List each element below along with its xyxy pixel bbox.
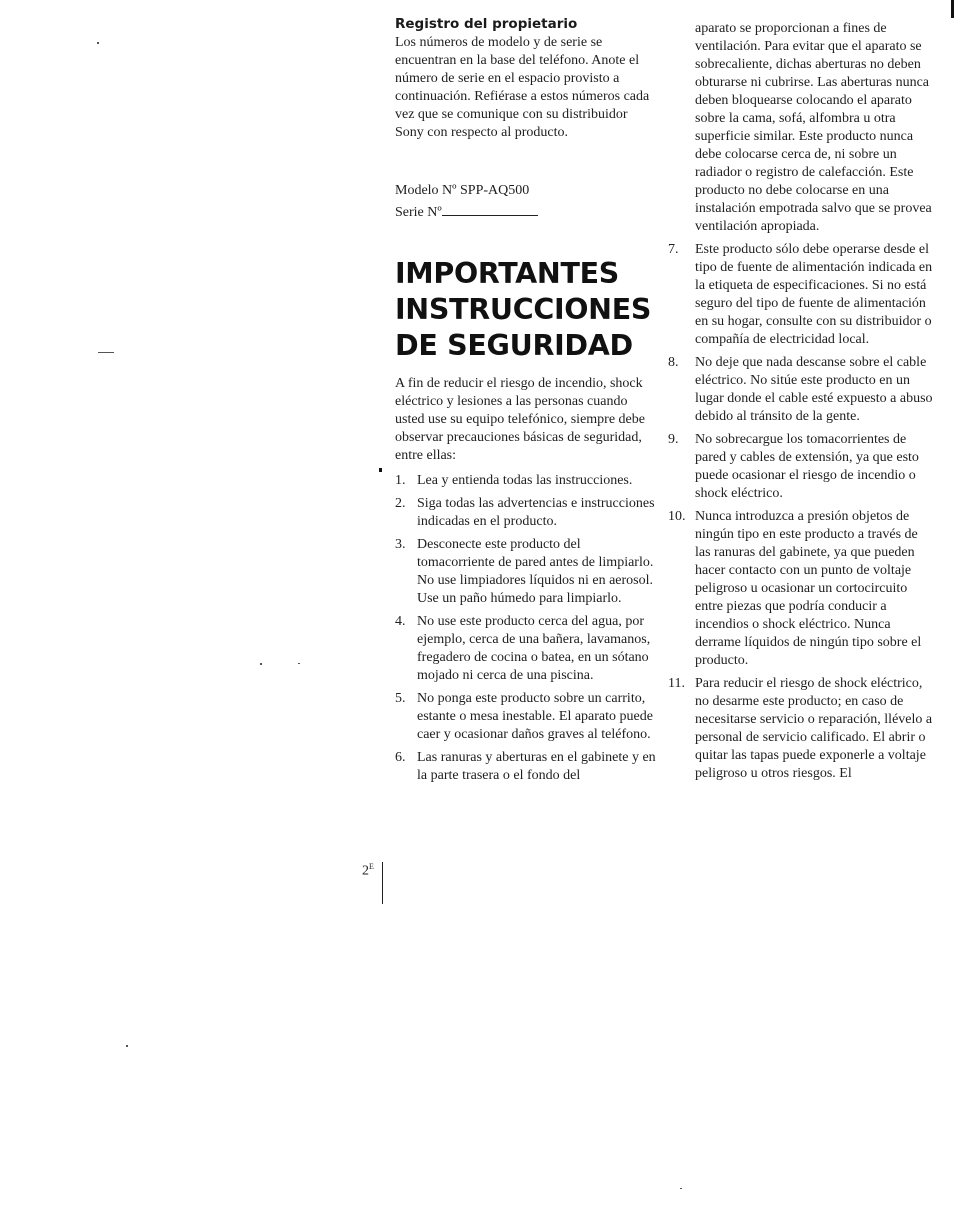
registration-body: Los números de modelo y de serie se encuentran en la base del teléfono. Anote el número de serie en el espacio provisto a continuación. Refiérase a estos números cada vez que se comunique con su distribuidor Sony con respecto al producto. [395, 35, 650, 140]
page-number-rule [382, 862, 383, 904]
item-number: 2. [395, 496, 406, 511]
item-number: 3. [395, 537, 406, 552]
item-text: No deje que nada descanse sobre el cable eléctrico. No sitúe este producto en un lugar donde el cable esté expuesto a abuso debido al tránsito de la gente. [695, 355, 933, 424]
model-number: Modelo Nº SPP-AQ500 [395, 183, 530, 198]
item-text: No use este producto cerca del agua, por ejemplo, cerca de una bañera, lavamanos, fregadero de cocina o batea, en un sótano mojado ni cerca de una piscina. [417, 614, 651, 683]
list-item [668, 241, 934, 349]
page-number-value: 2 [362, 863, 369, 879]
model-serial-block [395, 180, 657, 224]
list-item [668, 431, 934, 503]
scan-speck [298, 663, 300, 664]
serial-blank-line [442, 203, 538, 216]
list-item [668, 508, 934, 670]
page-language-suffix: E [369, 862, 374, 871]
item-number: 8. [668, 355, 679, 370]
list-item [395, 536, 657, 608]
scan-speck [126, 1045, 128, 1047]
registration-title: Registro del propietario [395, 16, 578, 32]
item-number: 11. [668, 676, 685, 691]
right-column [668, 20, 934, 788]
list-item [395, 749, 657, 785]
main-heading [395, 256, 657, 364]
scan-speck [98, 352, 114, 353]
item-text: Para reducir el riesgo de shock eléctrico, no desarme este producto; en caso de necesitarse servicio o reparación, llévelo a personal de servicio calificado. El abrir o quitar las tapas puede exponerle a voltaje peligroso u otros riesgos. El [695, 676, 933, 781]
list-item [395, 690, 657, 744]
item-number: 6. [395, 750, 406, 765]
list-item [395, 495, 657, 531]
item-number: 9. [668, 432, 679, 447]
item-number: 10. [668, 509, 686, 524]
item-text: Desconecte este producto del tomacorriente de pared antes de limpiarlo. No use limpiadores líquidos ni en aerosol. Use un paño húmedo para limpiarlo. [417, 537, 654, 606]
heading-line: INSTRUCCIONES [395, 293, 652, 326]
item-number: 5. [395, 691, 406, 706]
item-text: Las ranuras y aberturas en el gabinete y en la parte trasera o el fondo del [417, 750, 656, 783]
scan-speck [680, 1188, 682, 1189]
item-text: Lea y entienda todas las instrucciones. [417, 473, 633, 488]
scan-speck [97, 42, 99, 44]
page-number [362, 862, 374, 880]
serial-number-row [395, 202, 657, 224]
item-number: 7. [668, 242, 679, 257]
scan-speck [379, 468, 382, 472]
item-number: 1. [395, 473, 406, 488]
scan-speck [260, 663, 262, 665]
item-number: 4. [395, 614, 406, 629]
item-text: No ponga este producto sobre un carrito, estante o mesa inestable. El aparato puede caer y ocasionar daños graves al teléfono. [417, 691, 653, 742]
heading-line: IMPORTANTES [395, 257, 620, 290]
serial-label: Serie Nº [395, 205, 442, 220]
item-text: No sobrecargue los tomacorrientes de pared y cables de extensión, ya que esto puede ocasionar el riesgo de incendio o shock eléctrico. [695, 432, 919, 501]
list-item [668, 354, 934, 426]
list-item [395, 613, 657, 685]
item-text: Este producto sólo debe operarse desde el tipo de fuente de alimentación indicada en la etiqueta de especificaciones. Si no está seguro del tipo de fuente de alimentación en su hogar, consulte con su distribuidor o compañía de electricidad local. [695, 242, 933, 347]
item-text: Siga todas las advertencias e instrucciones indicadas en el producto. [417, 496, 655, 529]
item-text: Nunca introduzca a presión objetos de ningún tipo en este producto a través de las ranuras del gabinete, ya que pueden hacer contacto con un punto de voltaje peligroso u ocasionar un cortocircuito entre piezas que podría conducir a incendios o shock eléctrico. Nunca derrame líquidos de ningún tipo sobre el producto. [695, 509, 922, 668]
list-item [668, 675, 934, 783]
safety-intro: A fin de reducir el riesgo de incendio, shock eléctrico y lesiones a las personas cuando usted use su equipo telefónico, siempre debe observar precauciones básicas de seguridad, entre ellas: [395, 376, 645, 463]
heading-line: DE SEGURIDAD [395, 329, 633, 362]
list-item [395, 472, 657, 490]
left-column [395, 16, 657, 790]
item-6-continuation: aparato se proporcionan a fines de ventilación. Para evitar que el aparato se sobrecaliente, dichas aberturas no deben obturarse ni cubrirse. Las aberturas nunca deben bloquearse colocando el aparato sobre la cama, sofá, alfombra u otra superficie similar. Este producto nunca debe colocarse cerca de, ni sobre un radiador o registro de calefacción. Este producto no debe colocarse en una instalación empotrada salvo que se provea ventilación apropiada. [695, 21, 932, 234]
